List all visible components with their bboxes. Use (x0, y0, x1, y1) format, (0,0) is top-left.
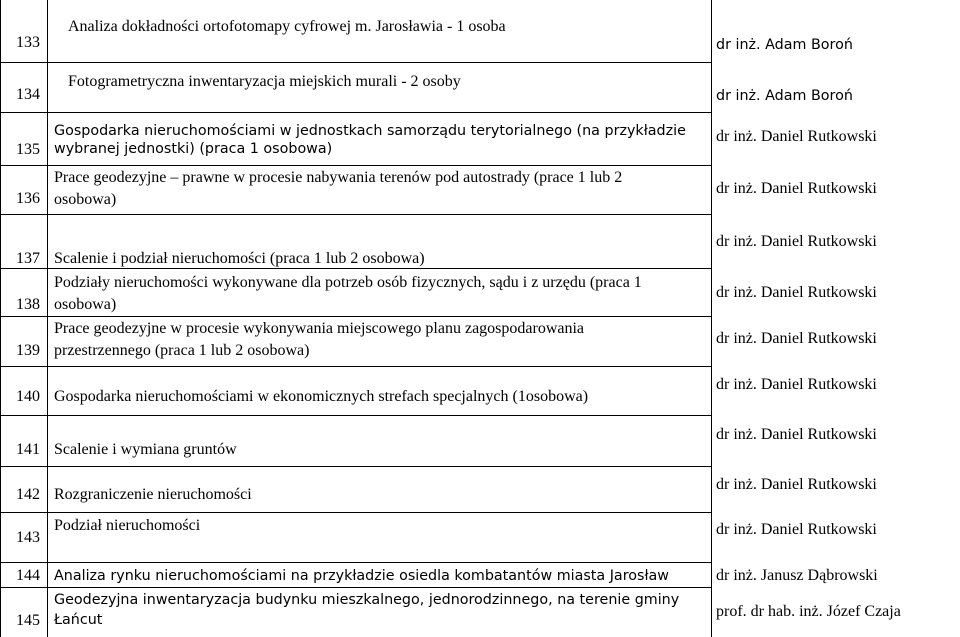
left-border (0, 0, 1, 637)
topic-title-line: Gospodarka nieruchomościami w jednostkach samorządu terytorialnego (na przykładzie (54, 123, 686, 139)
row-number: 134 (16, 86, 40, 103)
topic-title (54, 590, 679, 630)
row-divider (0, 466, 712, 467)
supervisor-name: dr inż. Janusz Dąbrowski (716, 567, 878, 584)
supervisor-name: dr inż. Daniel Rutkowski (716, 426, 877, 443)
topic-title-line: Podziały nieruchomości wykonywane dla potrzeb osób fizycznych, sądu i z urzędu (praca 1 (54, 274, 642, 291)
supervisor-name: dr inż. Daniel Rutkowski (716, 233, 877, 250)
col-divider-number (47, 0, 48, 637)
row-divider (0, 587, 712, 588)
topic-title: Analiza rynku nieruchomościami na przykładzie osiedla kombatantów miasta Jarosław (54, 568, 669, 584)
row-divider (0, 366, 712, 367)
topic-title: Fotogrametryczna inwentaryzacja miejskich murali - 2 osoby (68, 73, 461, 90)
supervisor-name: dr inż. Daniel Rutkowski (716, 330, 877, 347)
supervisor-name: dr inż. Daniel Rutkowski (716, 128, 877, 145)
row-divider (0, 62, 712, 63)
topic-title: Scalenie i wymiana gruntów (54, 441, 237, 458)
row-number: 140 (16, 388, 40, 405)
topic-title-line: Prace geodezyjne – prawne w procesie nabywania terenów pod autostrady (prace 1 lub 2 (54, 169, 623, 186)
row-divider (0, 562, 712, 563)
topic-title (54, 167, 622, 211)
row-number: 139 (16, 342, 40, 359)
supervisor-name: dr inż. Daniel Rutkowski (716, 284, 877, 301)
row-number: 144 (16, 567, 40, 584)
supervisor-name: dr inż. Adam Boroń (716, 37, 853, 53)
topic-title (54, 318, 584, 362)
row-number: 145 (16, 612, 40, 629)
supervisor-name: dr inż. Adam Boroń (716, 88, 853, 104)
topic-title-line: przestrzennego (praca 1 lub 2 osobowa) (54, 342, 310, 359)
row-number: 143 (16, 529, 40, 546)
row-divider (0, 214, 712, 215)
row-number: 137 (16, 250, 40, 267)
row-number: 133 (16, 34, 40, 51)
topic-title-line: wybranej jednostki) (praca 1 osobowa) (54, 141, 333, 157)
row-divider (0, 316, 712, 317)
row-divider (0, 165, 712, 166)
row-number: 141 (16, 441, 40, 458)
row-divider (0, 415, 712, 416)
supervisor-name: dr inż. Daniel Rutkowski (716, 376, 877, 393)
col-divider-supervisor (711, 0, 712, 637)
topic-title-line: osobowa) (54, 191, 117, 208)
topic-title-line: Geodezyjna inwentaryzacja budynku mieszkalnego, jednorodzinnego, na terenie gminy (54, 592, 680, 608)
topic-title: Gospodarka nieruchomościami w ekonomicznych strefach specjalnych (1osobowa) (54, 388, 589, 405)
topic-title (54, 122, 686, 158)
topic-title-line: Prace geodezyjne w procesie wykonywania miejscowego planu zagospodarowania (54, 320, 585, 337)
row-number: 136 (16, 190, 40, 207)
row-divider (0, 268, 712, 269)
row-divider (0, 512, 712, 513)
row-number: 135 (16, 141, 40, 158)
row-number: 142 (16, 486, 40, 503)
supervisor-name: prof. dr hab. inż. Józef Czaja (716, 603, 901, 620)
row-number: 138 (16, 296, 40, 313)
topic-title-line: osobowa) (54, 296, 117, 313)
topic-title: Scalenie i podział nieruchomości (praca 1 lub 2 osobowa) (54, 250, 425, 267)
topic-title: Podział nieruchomości (54, 517, 201, 534)
topic-title: Rozgraniczenie nieruchomości (54, 486, 252, 503)
topic-title-line: Łańcut (54, 612, 103, 628)
row-divider (0, 112, 712, 113)
supervisor-name: dr inż. Daniel Rutkowski (716, 476, 877, 493)
topic-title (54, 272, 642, 316)
supervisor-name: dr inż. Daniel Rutkowski (716, 180, 877, 197)
topic-title: Analiza dokładności ortofotomapy cyfrowej m. Jarosławia - 1 osoba (68, 18, 506, 35)
supervisor-name: dr inż. Daniel Rutkowski (716, 521, 877, 538)
